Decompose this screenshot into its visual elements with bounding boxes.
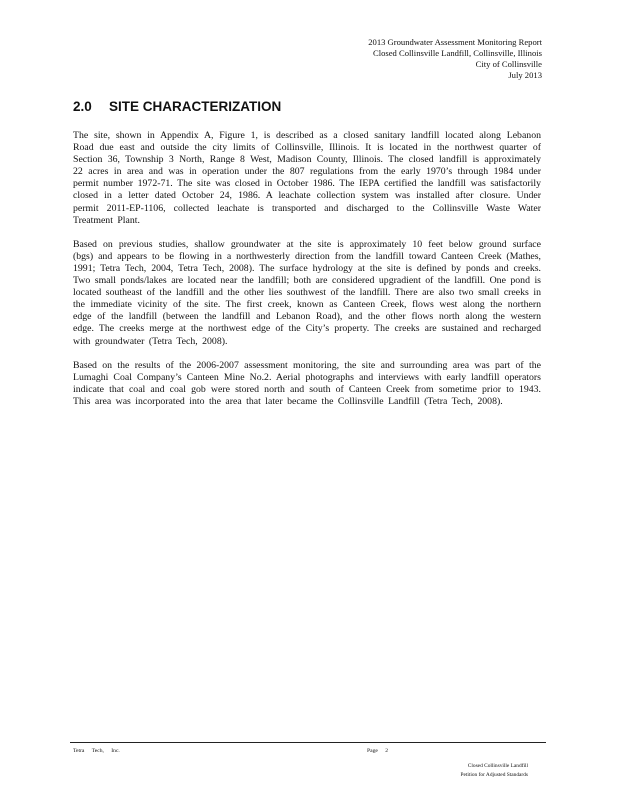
section-number: 2.0: [73, 99, 92, 114]
section-heading: [73, 99, 281, 114]
header-client: City of Collinsville: [475, 59, 542, 69]
report-header: [368, 37, 542, 81]
footer-right-line1: Closed Collinsville Landfill: [467, 763, 528, 769]
footer-document-title: [418, 762, 528, 780]
header-date: July 2013: [508, 70, 542, 80]
header-report-title: 2013 Groundwater Assessment Monitoring Report: [368, 37, 542, 47]
section-title: SITE CHARACTERIZATION: [109, 99, 282, 114]
document-body: [73, 130, 541, 420]
footer-right-line2: Petition for Adjusted Standards: [460, 772, 528, 778]
paragraph-mining-history: Based on the results of the 2006-2007 assessment monitoring, the site and surrounding area was part of the Lumaghi Coal Company’s Canteen Mine No.2. Aerial photographs and interviews with early landfill operators indicate that coal and coal gob were stored north and south of Canteen Creek from sometime prior to 1943. This area was incorporated into the area that later became the Collinsville Landfill (Tetra Tech, 2008).: [73, 359, 541, 407]
footer-page-number: Page 2: [367, 748, 389, 754]
footer-divider: [70, 742, 546, 743]
header-site-name: Closed Collinsville Landfill, Collinsville, Illinois: [372, 48, 542, 58]
paragraph-site-description: The site, shown in Appendix A, Figure 1, is described as a closed sanitary landfill located along Lebanon Road due east and outside the city limits of Collinsville, Illinois. It is located in the northwest quarter of Section 36, Township 3 North, Range 8 West, Madison County, Illinois. The closed landfill is approximately 22 acres in area and was in operation under the 807 regulations from the early 1970’s through 1984 under permit number 1972-71. The site was closed in October 1986. The IEPA certified the landfill was satisfactorily closed in a letter dated October 24, 1986. A leachate collection system was installed after closure. Under permit 2011-EP-1106, collected leachate is transported and discharged to the Collinsville Waste Water Treatment Plant.: [73, 130, 541, 226]
paragraph-hydrology: Based on previous studies, shallow groundwater at the site is approximately 10 feet below ground surface (bgs) and appears to be flowing in a northwesterly direction from the landfill toward Canteen Creek (Mathes, 1991; Tetra Tech, 2004, Tetra Tech, 2008). The surface hydrology at the site is defined by ponds and creeks. Two small ponds/lakes are located near the landfill; both are considered upgradient of the landfill. One pond is located southeast of the landfill and the other lies southwest of the landfill. There are also two small creeks in the immediate vicinity of the site. The first creek, known as Canteen Creek, flows west along the northern edge of the landfill (between the landfill and Lebanon Road), and the other flows north along the western edge. The creeks merge at the northwest edge of the City’s property. The creeks are sustained and recharged with groundwater (Tetra Tech, 2008).: [73, 238, 541, 347]
footer-company: Tetra Tech, Inc.: [73, 748, 120, 754]
